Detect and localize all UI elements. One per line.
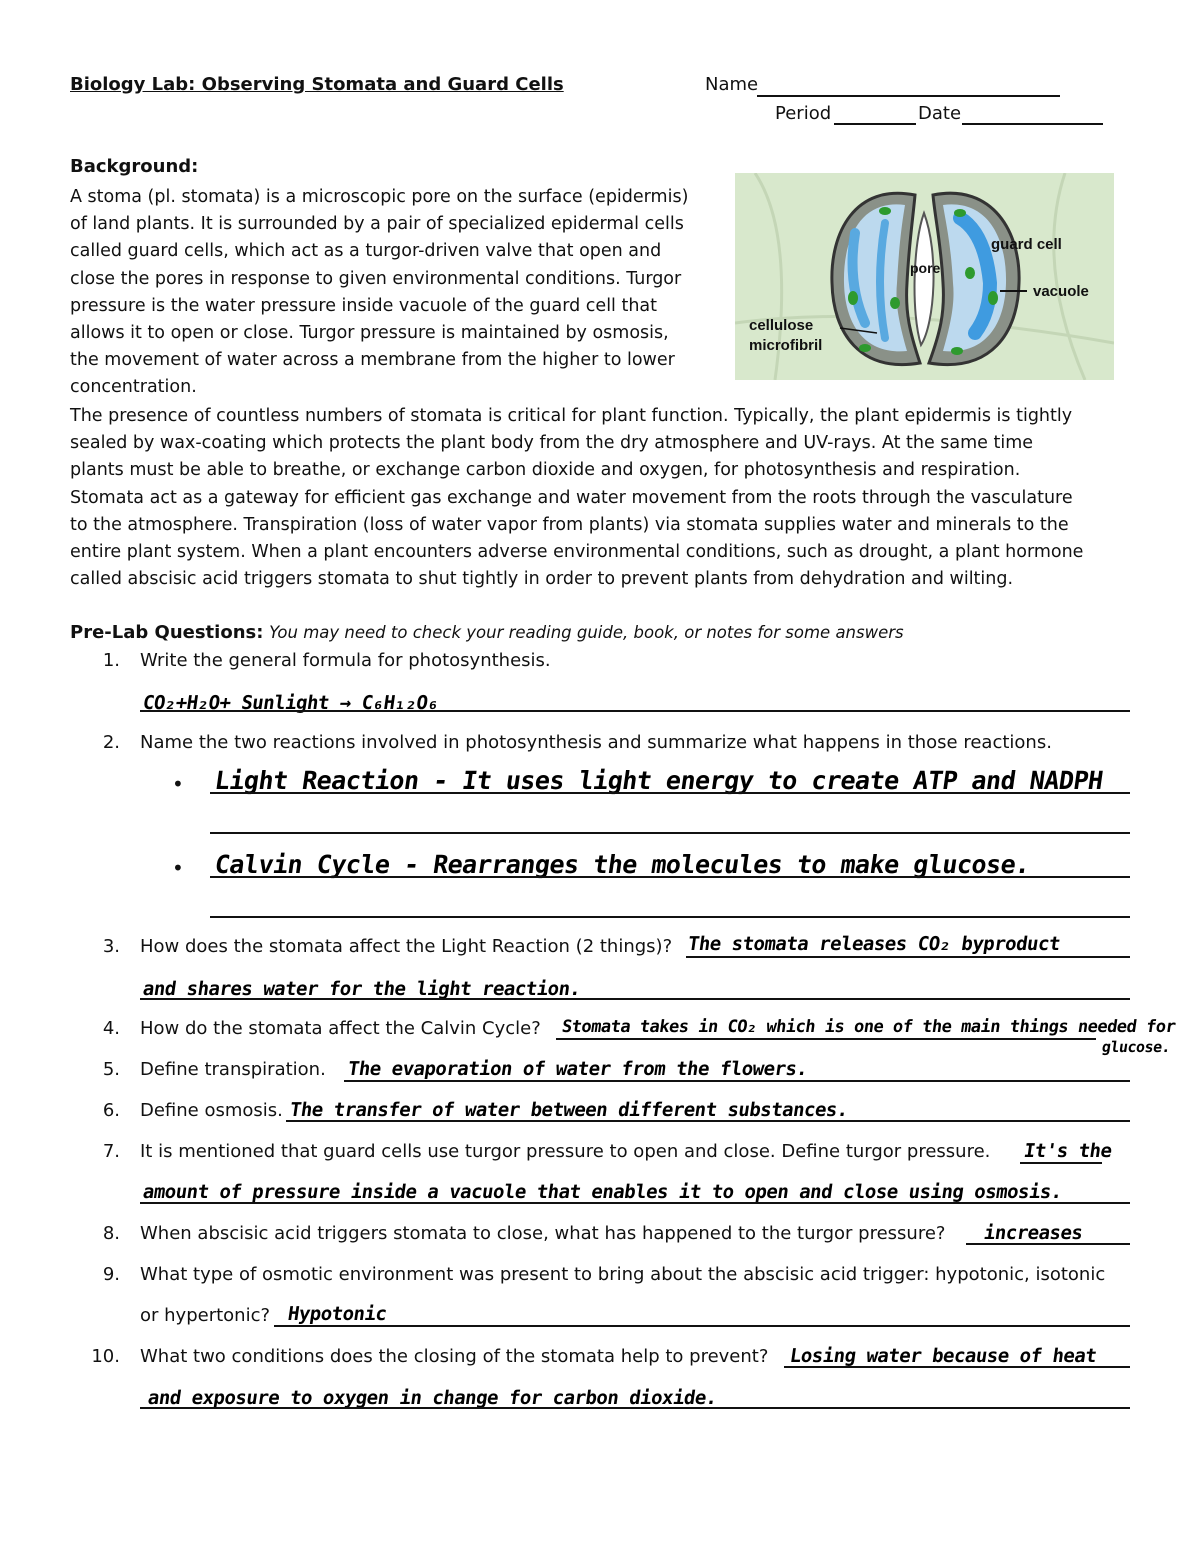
answer-line[interactable] [1020, 1162, 1102, 1164]
answer-1: CO₂+H₂O+ Sunlight → C₆H₁₂O₆ [141, 692, 440, 714]
answer-8: increases [982, 1222, 1084, 1244]
prelab-instruction: You may need to check your reading guide, book, or notes for some answers [269, 623, 904, 642]
date-field[interactable] [962, 123, 1103, 125]
label-microfibril: microfibril [749, 337, 823, 354]
answer-7b: amount of pressure inside a vacuole that enables it to open and close using osmosis. [141, 1181, 1064, 1203]
answer-6: The transfer of water between different substances. [288, 1099, 850, 1121]
answer-3b: and shares water for the light reaction. [141, 978, 583, 1000]
period-field[interactable] [834, 123, 916, 125]
question-text-continued: or hypertonic? [140, 1305, 271, 1326]
answer-2b: Calvin Cycle - Rearranges the molecules to make glucose. [212, 850, 1032, 879]
question-number: 3. [102, 936, 120, 957]
question-text: Define transpiration. [140, 1059, 326, 1080]
question-number: 8. [102, 1223, 120, 1244]
stomata-diagram [735, 173, 1114, 380]
answer-9: Hypotonic [286, 1303, 388, 1325]
question-text: When abscisic acid triggers stomata to close, what has happened to the turgor pressure? [140, 1223, 946, 1244]
answer-line[interactable] [140, 1407, 1130, 1409]
answer-4b: glucose. [1100, 1038, 1172, 1056]
question-text: It is mentioned that guard cells use turgor pressure to open and close. Define turgor pressure. [140, 1141, 991, 1162]
question-text: What two conditions does the closing of the stomata help to prevent? [140, 1346, 769, 1367]
bullet-icon: • [172, 856, 184, 880]
question-number: 7. [102, 1141, 120, 1162]
label-cellulose: cellulose [749, 317, 814, 334]
page-title: Biology Lab: Observing Stomata and Guard Cells [70, 74, 564, 95]
question-number: 6. [102, 1100, 120, 1121]
question-text: How do the stomata affect the Calvin Cycle? [140, 1018, 541, 1039]
question-text: Define osmosis. [140, 1100, 283, 1121]
answer-line[interactable] [210, 792, 1130, 794]
period-label: Period [775, 103, 832, 124]
background-paragraph-1: A stoma (pl. stomata) is a microscopic pore on the surface (epidermis) of land plants. It is surrounded by a pair of specialized epidermal cells called guard cells, which act as a turgor-driven valve that open and close the pores in response to given environmental conditions. Turgor pressure is the water pressure inside vacuole of the guard cell that allows it to open or close. Turgor pressure is maintained by osmosis, the movement of water across a membrane from the higher to lower concentration. [70, 187, 689, 398]
answer-line[interactable] [274, 1325, 1130, 1327]
answer-10b: and exposure to oxygen in change for carbon dioxide. [146, 1387, 719, 1409]
question-text: Name the two reactions involved in photosynthesis and summarize what happens in those reactions. [140, 732, 1052, 753]
answer-10a: Losing water because of heat [788, 1345, 1098, 1367]
question-text: Write the general formula for photosynthesis. [140, 650, 551, 671]
answer-line[interactable] [784, 1366, 1130, 1368]
answer-line[interactable] [210, 876, 1130, 878]
prelab-heading-row [70, 622, 904, 643]
answer-4a: Stomata takes in CO₂ which is one of the main things needed for [560, 1017, 1177, 1037]
answer-2a: Light Reaction - It uses light energy to create ATP and NADPH [212, 766, 1105, 795]
question-number: 10. [91, 1346, 120, 1367]
label-guard-cell: guard cell [991, 236, 1062, 253]
label-vacuole: vacuole [1033, 283, 1089, 300]
question-text: What type of osmotic environment was present to bring about the abscisic acid trigger: hypotonic, isotonic [140, 1264, 1106, 1285]
answer-line[interactable] [286, 1120, 1130, 1122]
answer-line[interactable] [140, 998, 1130, 1000]
question-number: 4. [102, 1018, 120, 1039]
answer-line[interactable] [344, 1080, 1130, 1082]
name-label: Name [705, 74, 759, 95]
answer-line[interactable] [210, 832, 1130, 834]
label-pore: pore [910, 260, 941, 276]
answer-line[interactable] [140, 1202, 1130, 1204]
answer-line[interactable] [210, 916, 1130, 918]
answer-3a: The stomata releases CO₂ byproduct [686, 933, 1062, 955]
answer-line[interactable] [966, 1243, 1130, 1245]
bullet-icon: • [172, 772, 184, 796]
answer-line[interactable] [140, 710, 1130, 712]
question-number: 9. [102, 1264, 120, 1285]
answer-5: The evaporation of water from the flowers. [346, 1058, 809, 1080]
answer-line[interactable] [556, 1038, 1096, 1040]
question-number: 2. [102, 732, 120, 753]
name-field[interactable] [757, 95, 1060, 97]
date-label: Date [918, 103, 962, 124]
question-number: 1. [102, 650, 120, 671]
background-heading: Background: [70, 156, 199, 177]
question-text: How does the stomata affect the Light Reaction (2 things)? [140, 936, 673, 957]
answer-7a: It's the [1022, 1140, 1114, 1162]
answer-line[interactable] [686, 956, 1130, 958]
prelab-heading: Pre-Lab Questions: [70, 622, 264, 643]
background-paragraph-2: The presence of countless numbers of stomata is critical for plant function. Typically, the plant epidermis is tightly sealed by wax-coating which protects the plant body from the dry atmosphere and UV-rays. At the same time plants must be able to breathe, or exchange carbon dioxide and oxygen, for photosynthesis and respiration. Stomata act as a gateway for efficient gas exchange and water movement from the roots through the vasculature to the atmosphere. Transpiration (loss of water vapor from plants) via stomata supplies water and minerals to the entire plant system. When a plant encounters adverse environmental conditions, such as drought, a plant hormone called abscisic acid triggers stomata to shut tightly in order to prevent plants from dehydration and wilting. [70, 406, 1084, 590]
question-number: 5. [102, 1059, 120, 1080]
